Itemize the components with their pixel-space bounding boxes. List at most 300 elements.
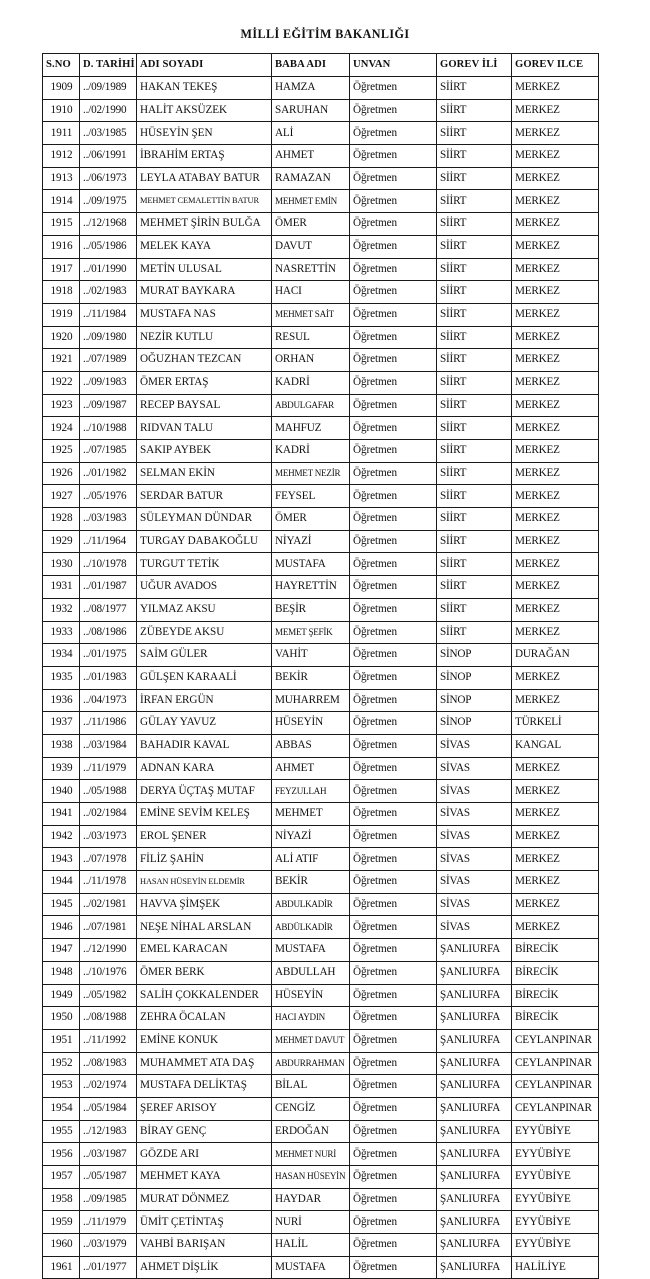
cell-fathername: ABDURRAHMAN <box>272 1052 350 1075</box>
cell-birthdate: ../02/1990 <box>80 99 137 122</box>
cell-sno: 1953 <box>43 1075 80 1098</box>
cell-sno: 1924 <box>43 417 80 440</box>
table-row <box>43 394 599 417</box>
cell-title: Öğretmen <box>350 1120 437 1143</box>
cell-district: MERKEZ <box>512 689 599 712</box>
cell-title: Öğretmen <box>350 303 437 326</box>
cell-title: Öğretmen <box>350 984 437 1007</box>
cell-province: SİİRT <box>437 77 512 100</box>
cell-district: MERKEZ <box>512 666 599 689</box>
cell-title: Öğretmen <box>350 213 437 236</box>
cell-fathername: ABDULGAFAR <box>272 394 350 417</box>
cell-title: Öğretmen <box>350 530 437 553</box>
cell-title: Öğretmen <box>350 1075 437 1098</box>
cell-title: Öğretmen <box>350 1188 437 1211</box>
cell-title: Öğretmen <box>350 326 437 349</box>
cell-province: SİİRT <box>437 394 512 417</box>
cell-district: MERKEZ <box>512 77 599 100</box>
cell-district: HALİLİYE <box>512 1256 599 1279</box>
cell-fathername: MEHMET NEZİR <box>272 462 350 485</box>
cell-title: Öğretmen <box>350 1256 437 1279</box>
table-row <box>43 462 599 485</box>
cell-district: KANGAL <box>512 734 599 757</box>
cell-fathername: RESUL <box>272 326 350 349</box>
cell-fullname: GÜLŞEN KARAALİ <box>137 666 272 689</box>
cell-sno: 1941 <box>43 803 80 826</box>
cell-district: MERKEZ <box>512 190 599 213</box>
cell-fullname: HÜSEYİN ŞEN <box>137 122 272 145</box>
cell-fullname: MUSTAFA DELİKTAŞ <box>137 1075 272 1098</box>
cell-birthdate: ../06/1991 <box>80 145 137 168</box>
cell-fullname: BİRAY GENÇ <box>137 1120 272 1143</box>
cell-district: MERKEZ <box>512 303 599 326</box>
cell-fullname: ZÜBEYDE AKSU <box>137 621 272 644</box>
cell-birthdate: ../05/1988 <box>80 780 137 803</box>
cell-title: Öğretmen <box>350 734 437 757</box>
cell-birthdate: ../02/1983 <box>80 281 137 304</box>
cell-sno: 1933 <box>43 621 80 644</box>
cell-birthdate: ../03/1979 <box>80 1234 137 1257</box>
cell-province: SİNOP <box>437 666 512 689</box>
cell-birthdate: ../09/1985 <box>80 1188 137 1211</box>
table-row <box>43 1075 599 1098</box>
cell-title: Öğretmen <box>350 1007 437 1030</box>
cell-fullname: GÖZDE ARI <box>137 1143 272 1166</box>
cell-title: Öğretmen <box>350 644 437 667</box>
cell-fathername: HÜSEYİN <box>272 984 350 1007</box>
cell-title: Öğretmen <box>350 553 437 576</box>
cell-title: Öğretmen <box>350 485 437 508</box>
cell-province: SİVAS <box>437 757 512 780</box>
cell-district: MERKEZ <box>512 848 599 871</box>
cell-title: Öğretmen <box>350 598 437 621</box>
cell-district: BİRECİK <box>512 939 599 962</box>
cell-province: ŞANLIURFA <box>437 939 512 962</box>
cell-province: SİİRT <box>437 349 512 372</box>
cell-title: Öğretmen <box>350 825 437 848</box>
cell-sno: 1931 <box>43 576 80 599</box>
cell-sno: 1940 <box>43 780 80 803</box>
cell-district: CEYLANPINAR <box>512 1075 599 1098</box>
cell-sno: 1925 <box>43 440 80 463</box>
cell-title: Öğretmen <box>350 371 437 394</box>
cell-sno: 1949 <box>43 984 80 1007</box>
cell-sno: 1951 <box>43 1029 80 1052</box>
cell-fullname: UĞUR AVADOS <box>137 576 272 599</box>
cell-birthdate: ../08/1986 <box>80 621 137 644</box>
cell-sno: 1942 <box>43 825 80 848</box>
cell-sno: 1927 <box>43 485 80 508</box>
cell-district: EYYÜBİYE <box>512 1234 599 1257</box>
table-row <box>43 1029 599 1052</box>
cell-district: CEYLANPINAR <box>512 1097 599 1120</box>
table-row <box>43 621 599 644</box>
cell-province: SİİRT <box>437 530 512 553</box>
table-row <box>43 530 599 553</box>
cell-district: MERKEZ <box>512 440 599 463</box>
cell-fathername: KADRİ <box>272 371 350 394</box>
cell-birthdate: ../01/1983 <box>80 666 137 689</box>
cell-fullname: EMİNE SEVİM KELEŞ <box>137 803 272 826</box>
cell-province: SİİRT <box>437 326 512 349</box>
cell-fullname: NEZİR KUTLU <box>137 326 272 349</box>
cell-birthdate: ../12/1983 <box>80 1120 137 1143</box>
cell-fathername: ABBAS <box>272 734 350 757</box>
cell-title: Öğretmen <box>350 576 437 599</box>
cell-district: MERKEZ <box>512 394 599 417</box>
cell-sno: 1935 <box>43 666 80 689</box>
cell-sno: 1944 <box>43 871 80 894</box>
table-row <box>43 167 599 190</box>
cell-title: Öğretmen <box>350 757 437 780</box>
cell-birthdate: ../07/1985 <box>80 440 137 463</box>
cell-fullname: ZEHRA ÖCALAN <box>137 1007 272 1030</box>
cell-province: SİVAS <box>437 916 512 939</box>
cell-birthdate: ../10/1988 <box>80 417 137 440</box>
cell-district: MERKEZ <box>512 462 599 485</box>
cell-district: MERKEZ <box>512 326 599 349</box>
cell-sno: 1958 <box>43 1188 80 1211</box>
cell-district: EYYÜBİYE <box>512 1188 599 1211</box>
cell-birthdate: ../11/1986 <box>80 712 137 735</box>
cell-province: SİVAS <box>437 780 512 803</box>
cell-title: Öğretmen <box>350 666 437 689</box>
cell-fathername: BİLAL <box>272 1075 350 1098</box>
cell-sno: 1915 <box>43 213 80 236</box>
cell-birthdate: ../05/1987 <box>80 1166 137 1189</box>
cell-province: SİİRT <box>437 281 512 304</box>
cell-fullname: İBRAHİM ERTAŞ <box>137 145 272 168</box>
cell-birthdate: ../12/1968 <box>80 213 137 236</box>
cell-fathername: HÜSEYİN <box>272 712 350 735</box>
cell-birthdate: ../11/1978 <box>80 871 137 894</box>
cell-title: Öğretmen <box>350 1029 437 1052</box>
cell-birthdate: ../11/1964 <box>80 530 137 553</box>
cell-fullname: MEHMET KAYA <box>137 1166 272 1189</box>
cell-province: SİİRT <box>437 190 512 213</box>
cell-district: MERKEZ <box>512 530 599 553</box>
cell-province: SİİRT <box>437 485 512 508</box>
cell-title: Öğretmen <box>350 77 437 100</box>
table-row <box>43 1052 599 1075</box>
cell-province: SİİRT <box>437 99 512 122</box>
cell-province: ŞANLIURFA <box>437 1007 512 1030</box>
cell-fathername: ÖMER <box>272 508 350 531</box>
cell-title: Öğretmen <box>350 780 437 803</box>
cell-district: MERKEZ <box>512 780 599 803</box>
cell-fathername: AHMET <box>272 757 350 780</box>
cell-province: SİVAS <box>437 803 512 826</box>
cell-fathername: HASAN HÜSEYİN <box>272 1166 350 1189</box>
table-row <box>43 417 599 440</box>
cell-district: EYYÜBİYE <box>512 1211 599 1234</box>
cell-title: Öğretmen <box>350 1166 437 1189</box>
table-row <box>43 1143 599 1166</box>
column-header-title: UNVAN <box>350 54 437 77</box>
cell-fathername: SARUHAN <box>272 99 350 122</box>
cell-district: MERKEZ <box>512 145 599 168</box>
cell-fathername: VAHİT <box>272 644 350 667</box>
cell-title: Öğretmen <box>350 122 437 145</box>
cell-province: SİİRT <box>437 122 512 145</box>
table-row <box>43 598 599 621</box>
cell-title: Öğretmen <box>350 1052 437 1075</box>
cell-fullname: VAHBİ BARIŞAN <box>137 1234 272 1257</box>
cell-province: SİİRT <box>437 553 512 576</box>
cell-sno: 1913 <box>43 167 80 190</box>
cell-fathername: ABDÜLKADİR <box>272 916 350 939</box>
table-row <box>43 485 599 508</box>
table-row <box>43 258 599 281</box>
cell-sno: 1928 <box>43 508 80 531</box>
cell-province: SİNOP <box>437 712 512 735</box>
cell-fathername: FEYSEL <box>272 485 350 508</box>
cell-sno: 1930 <box>43 553 80 576</box>
column-header-fathername: BABA ADI <box>272 54 350 77</box>
cell-fathername: ÖMER <box>272 213 350 236</box>
cell-fathername: MUSTAFA <box>272 553 350 576</box>
table-row <box>43 734 599 757</box>
table-row <box>43 508 599 531</box>
cell-fathername: ABDULKADİR <box>272 893 350 916</box>
table-row <box>43 371 599 394</box>
column-header-birthdate: D. TARİHİ <box>80 54 137 77</box>
table-row <box>43 757 599 780</box>
cell-title: Öğretmen <box>350 417 437 440</box>
cell-district: MERKEZ <box>512 576 599 599</box>
cell-fullname: DERYA ÜÇTAŞ MUTAF <box>137 780 272 803</box>
cell-province: ŞANLIURFA <box>437 1120 512 1143</box>
cell-title: Öğretmen <box>350 939 437 962</box>
cell-fullname: RIDVAN TALU <box>137 417 272 440</box>
cell-title: Öğretmen <box>350 281 437 304</box>
table-row <box>43 803 599 826</box>
cell-birthdate: ../05/1984 <box>80 1097 137 1120</box>
table-row <box>43 1007 599 1030</box>
cell-birthdate: ../08/1977 <box>80 598 137 621</box>
cell-fullname: HALİT AKSÜZEK <box>137 99 272 122</box>
cell-fullname: MUHAMMET ATA DAŞ <box>137 1052 272 1075</box>
cell-sno: 1943 <box>43 848 80 871</box>
cell-title: Öğretmen <box>350 803 437 826</box>
cell-birthdate: ../01/1990 <box>80 258 137 281</box>
cell-fathername: MEHMET EMİN <box>272 190 350 213</box>
cell-fathername: NURİ <box>272 1211 350 1234</box>
cell-fathername: MEHMET NURİ <box>272 1143 350 1166</box>
cell-birthdate: ../01/1982 <box>80 462 137 485</box>
cell-sno: 1937 <box>43 712 80 735</box>
personnel-table-container <box>42 53 598 1279</box>
cell-fullname: MEHMET ŞİRİN BULĞA <box>137 213 272 236</box>
table-row <box>43 712 599 735</box>
cell-district: MERKEZ <box>512 122 599 145</box>
column-header-fullname: ADI SOYADI <box>137 54 272 77</box>
cell-province: SİİRT <box>437 371 512 394</box>
cell-birthdate: ../09/1983 <box>80 371 137 394</box>
table-row <box>43 303 599 326</box>
cell-sno: 1917 <box>43 258 80 281</box>
cell-title: Öğretmen <box>350 1234 437 1257</box>
cell-fathername: ORHAN <box>272 349 350 372</box>
cell-fathername: DAVUT <box>272 235 350 258</box>
cell-birthdate: ../03/1973 <box>80 825 137 848</box>
table-row <box>43 440 599 463</box>
cell-district: MERKEZ <box>512 417 599 440</box>
table-header <box>43 54 599 77</box>
table-row <box>43 281 599 304</box>
cell-district: MERKEZ <box>512 757 599 780</box>
cell-sno: 1929 <box>43 530 80 553</box>
cell-district: MERKEZ <box>512 871 599 894</box>
cell-sno: 1939 <box>43 757 80 780</box>
table-row <box>43 553 599 576</box>
cell-district: CEYLANPINAR <box>512 1052 599 1075</box>
cell-title: Öğretmen <box>350 848 437 871</box>
table-row <box>43 916 599 939</box>
page-title: MİLLİ EĞİTİM BAKANLIĞI <box>240 27 410 41</box>
cell-fathername: HAMZA <box>272 77 350 100</box>
cell-birthdate: ../09/1975 <box>80 190 137 213</box>
cell-fullname: SÜLEYMAN DÜNDAR <box>137 508 272 531</box>
cell-birthdate: ../11/1992 <box>80 1029 137 1052</box>
cell-province: SİİRT <box>437 303 512 326</box>
cell-province: SİVAS <box>437 848 512 871</box>
cell-district: DURAĞAN <box>512 644 599 667</box>
cell-fullname: MURAT BAYKARA <box>137 281 272 304</box>
cell-title: Öğretmen <box>350 893 437 916</box>
cell-fullname: SERDAR BATUR <box>137 485 272 508</box>
column-header-sno: S.NO <box>43 54 80 77</box>
table-row <box>43 939 599 962</box>
cell-fullname: SAİM GÜLER <box>137 644 272 667</box>
table-row <box>43 1211 599 1234</box>
cell-birthdate: ../04/1973 <box>80 689 137 712</box>
cell-birthdate: ../02/1981 <box>80 893 137 916</box>
cell-fathername: BEKİR <box>272 666 350 689</box>
cell-fullname: SAKIP AYBEK <box>137 440 272 463</box>
cell-fullname: MUSTAFA NAS <box>137 303 272 326</box>
cell-birthdate: ../03/1984 <box>80 734 137 757</box>
cell-district: MERKEZ <box>512 371 599 394</box>
cell-province: SİİRT <box>437 213 512 236</box>
cell-fullname: HAKAN TEKEŞ <box>137 77 272 100</box>
cell-title: Öğretmen <box>350 871 437 894</box>
cell-province: SİNOP <box>437 689 512 712</box>
cell-title: Öğretmen <box>350 258 437 281</box>
cell-province: SİİRT <box>437 440 512 463</box>
table-row <box>43 848 599 871</box>
table-row <box>43 1120 599 1143</box>
cell-birthdate: ../03/1983 <box>80 508 137 531</box>
table-row <box>43 984 599 1007</box>
cell-title: Öğretmen <box>350 235 437 258</box>
cell-fathername: MUSTAFA <box>272 939 350 962</box>
table-row <box>43 825 599 848</box>
cell-sno: 1957 <box>43 1166 80 1189</box>
table-row <box>43 99 599 122</box>
cell-district: BİRECİK <box>512 1007 599 1030</box>
cell-fullname: SALİH ÇOKKALENDER <box>137 984 272 1007</box>
cell-sno: 1960 <box>43 1234 80 1257</box>
cell-district: EYYÜBİYE <box>512 1120 599 1143</box>
cell-sno: 1932 <box>43 598 80 621</box>
cell-province: ŞANLIURFA <box>437 1234 512 1257</box>
cell-title: Öğretmen <box>350 167 437 190</box>
cell-province: ŞANLIURFA <box>437 1075 512 1098</box>
cell-district: MERKEZ <box>512 916 599 939</box>
cell-title: Öğretmen <box>350 190 437 213</box>
cell-fullname: ÜMİT ÇETİNTAŞ <box>137 1211 272 1234</box>
cell-sno: 1959 <box>43 1211 80 1234</box>
cell-sno: 1920 <box>43 326 80 349</box>
cell-fullname: MURAT DÖNMEZ <box>137 1188 272 1211</box>
table-row <box>43 1166 599 1189</box>
cell-province: ŞANLIURFA <box>437 961 512 984</box>
cell-birthdate: ../09/1987 <box>80 394 137 417</box>
cell-fathername: KADRİ <box>272 440 350 463</box>
cell-province: SİİRT <box>437 145 512 168</box>
cell-province: SİİRT <box>437 258 512 281</box>
cell-district: MERKEZ <box>512 258 599 281</box>
cell-fathername: BEŞİR <box>272 598 350 621</box>
cell-sno: 1947 <box>43 939 80 962</box>
cell-district: MERKEZ <box>512 167 599 190</box>
cell-fullname: NEŞE NİHAL ARSLAN <box>137 916 272 939</box>
table-row <box>43 1234 599 1257</box>
cell-fathername: HACI <box>272 281 350 304</box>
cell-birthdate: ../05/1982 <box>80 984 137 1007</box>
cell-sno: 1936 <box>43 689 80 712</box>
cell-fullname: RECEP BAYSAL <box>137 394 272 417</box>
cell-district: CEYLANPINAR <box>512 1029 599 1052</box>
cell-province: ŞANLIURFA <box>437 1029 512 1052</box>
personnel-table <box>42 53 599 1279</box>
cell-birthdate: ../08/1983 <box>80 1052 137 1075</box>
cell-province: ŞANLIURFA <box>437 1256 512 1279</box>
cell-fullname: AHMET DİŞLİK <box>137 1256 272 1279</box>
table-row <box>43 780 599 803</box>
cell-district: EYYÜBİYE <box>512 1143 599 1166</box>
cell-birthdate: ../07/1981 <box>80 916 137 939</box>
cell-fullname: LEYLA ATABAY BATUR <box>137 167 272 190</box>
cell-fullname: ADNAN KARA <box>137 757 272 780</box>
cell-birthdate: ../10/1978 <box>80 553 137 576</box>
cell-fathername: NİYAZİ <box>272 530 350 553</box>
cell-fullname: HAVVA ŞİMŞEK <box>137 893 272 916</box>
cell-birthdate: ../09/1989 <box>80 77 137 100</box>
cell-sno: 1911 <box>43 122 80 145</box>
cell-province: SİİRT <box>437 621 512 644</box>
cell-title: Öğretmen <box>350 349 437 372</box>
cell-sno: 1945 <box>43 893 80 916</box>
cell-sno: 1922 <box>43 371 80 394</box>
table-row <box>43 871 599 894</box>
cell-fathername: FEYZULLAH <box>272 780 350 803</box>
cell-fathername: MEHMET <box>272 803 350 826</box>
cell-fathername: MEMET ŞEFİK <box>272 621 350 644</box>
cell-province: SİVAS <box>437 871 512 894</box>
cell-fullname: EROL ŞENER <box>137 825 272 848</box>
cell-fathername: MAHFUZ <box>272 417 350 440</box>
cell-title: Öğretmen <box>350 508 437 531</box>
cell-province: SİİRT <box>437 167 512 190</box>
cell-sno: 1948 <box>43 961 80 984</box>
cell-birthdate: ../03/1987 <box>80 1143 137 1166</box>
cell-birthdate: ../01/1977 <box>80 1256 137 1279</box>
cell-fullname: HASAN HÜSEYİN ELDEMİR <box>137 871 272 894</box>
cell-district: MERKEZ <box>512 99 599 122</box>
cell-sno: 1909 <box>43 77 80 100</box>
